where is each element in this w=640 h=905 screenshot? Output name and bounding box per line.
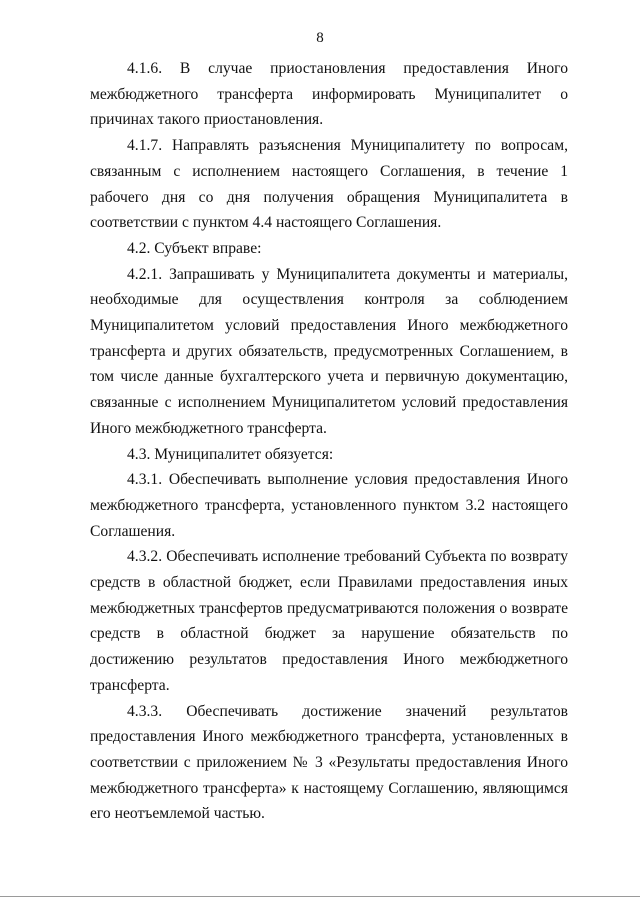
paragraph-4-2: 4.2. Субъект вправе: [127,239,262,257]
page-bottom-edge [0,896,640,897]
paragraph-4-3: 4.3. Муниципалитет обязуется: [127,445,334,463]
paragraph-4-3-1: 4.3.1. Обеспечивать выполнение условия предоставления Иного межбюджетного трансферта, установленного пунктом 3.2 настоящего Соглашения. [90,471,568,540]
paragraph-4-1-7: 4.1.7. Направлять разъяснения Муниципалитету по вопросам, связанным с исполнением настоящего Соглашения, в течение 1 рабочего дня со дня получения обращения Муниципалитета в соответствии с пунктом 4.4 настоящего Соглашения. [90,137,568,232]
page-number: 8 [316,30,324,46]
paragraph-4-3-3: 4.3.3. Обеспечивать достижение значений результатов предоставления Иного межбюджетного трансферта, установленных в соответствии с приложением № 3 «Результаты предоставления Иного межбюджетного трансферта» к настоящему Соглашению, являющимся его неотъемлемой частью. [90,702,568,823]
paragraph-4-1-6: 4.1.6. В случае приостановления предоставления Иного межбюджетного трансферта информировать Муниципалитет о причинах такого приостановления. [90,60,568,129]
paragraph-4-3-2: 4.3.2. Обеспечивать исполнение требований Субъекта по возврату средств в областной бюджет, если Правилами предоставления иных межбюджетных трансфертов предусматриваются положения о возврате средств в областной бюджет за нарушение обязательств по достижению результатов предоставления Иного межбюджетного трансферта. [90,548,568,694]
document-body [90,56,568,827]
paragraph-4-2-1: 4.2.1. Запрашивать у Муниципалитета документы и материалы, необходимые для осуществления контроля за соблюдением Муниципалитетом условий предоставления Иного межбюджетного трансферта и других обязательств, предусмотренных Соглашением, в том числе данные бухгалтерского учета и первичную документацию, связанные с исполнением Муниципалитетом условий предоставления Иного межбюджетного трансферта. [90,265,568,437]
